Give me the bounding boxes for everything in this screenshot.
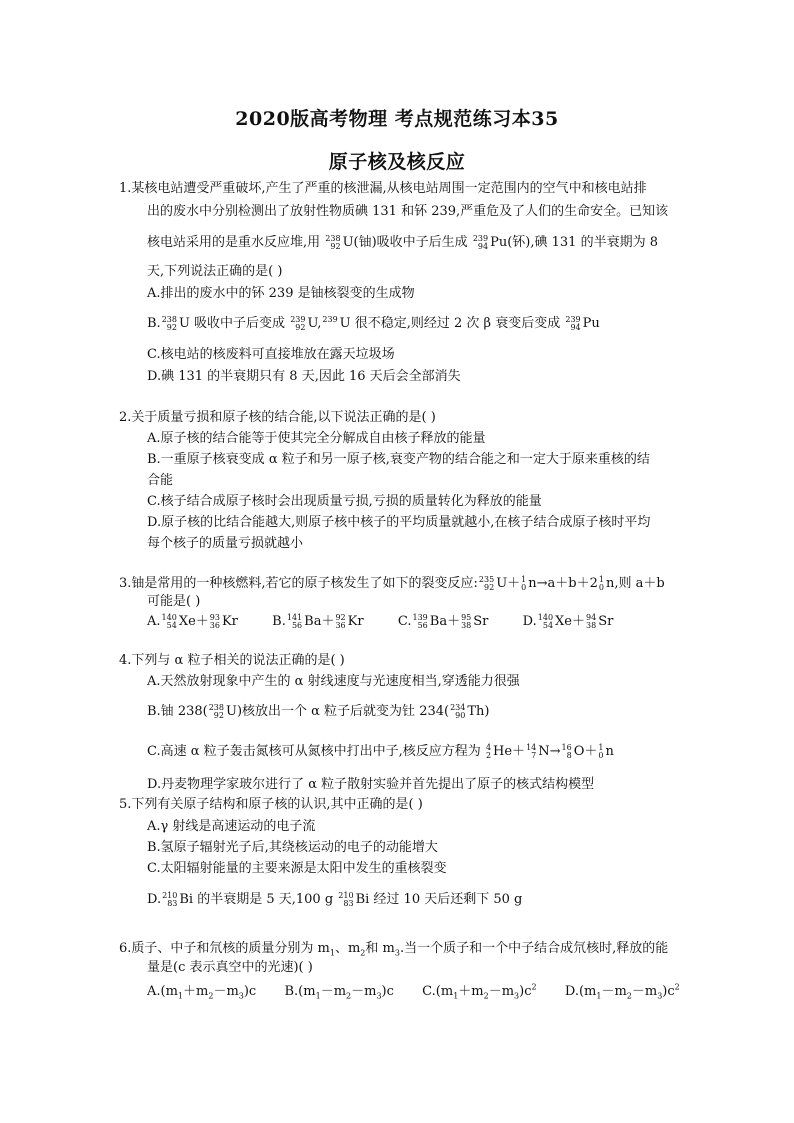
q1-option-b: B. 238 92 U 吸收中子后变成 239 92 U, 239 U 很不稳定,则经过 2 次 β 衰变后变成 239 94 Pu (147, 314, 600, 332)
q2-option-b-line-1: B.一重原子核衰变成 α 粒子和另一原子核,衰变产物的结合能之和一定大于原来重核的结 (147, 452, 650, 467)
q3-options (147, 613, 613, 631)
q5-stem: 5.下列有关原子结构和原子核的认识,其中正确的是( ) (119, 797, 423, 812)
q3-stem-line-1: 3.铀是常用的一种核燃料,若它的原子核发生了如下的裂变反应: 235 92 U＋ 1 0 n→a＋b＋2 1 0 n,则 a＋b (119, 574, 665, 592)
q6-option-c: $C.(m_1+m_2-m_3)c^2$ (422, 983, 537, 1001)
isotope-pu239: 239 94 (472, 233, 489, 251)
q3-option-d: D. 140 54 Xe＋ 94 38 Sr (522, 612, 614, 630)
q1-stem-line-2: 出的废水中分别检测出了放射性物质碘 131 和钚 239,严重危及了人们的生命安全。已知该 (147, 204, 669, 219)
q6-option-a: $A.(m_1+m_2-m_3)c$ (147, 984, 257, 1001)
q2-option-d-line-2: 每个核子的质量亏损就越小 (147, 536, 304, 551)
q6-stem-line-2: 量是(c 表示真空中的光速)( ) (147, 960, 313, 975)
q3-stem-line-2: 可能是( ) (147, 594, 201, 609)
q5-option-d: D. 210 83 Bi 的半衰期是 5 天,100 g 210 83 Bi 经过 10 天后还剩下 50 g (147, 890, 523, 908)
isotope-neutron: 1 0 (598, 574, 604, 592)
isotope-u239: 239 92 (290, 314, 306, 332)
q2-option-b-line-2: 合能 (147, 473, 174, 488)
q2-option-d-line-1: D.原子核的比结合能越大,则原子核中核子的平均质量就越小,在核子结合成原子核时平均 (147, 515, 651, 530)
q6-stem-line-1: 6.质子、中子和氘核的质量分别为 $m_1$、$m_2$和 $m_3$.当一个质子和一个中子结合成氘核时,释放的能 (119, 941, 669, 958)
q4-option-c: C.高速 α 粒子轰击氮核可从氮核中打出中子,核反应方程为 4 2 He＋ 14 7 N→ 16 8 O＋ 1 0 n (147, 742, 614, 760)
q6-options (147, 979, 680, 1006)
q2-option-a: A.原子核的结合能等于使其完全分解成自由核子释放的能量 (147, 431, 486, 446)
q6-option-b: $B.(m_1-m_2-m_3)c$ (284, 984, 394, 1001)
q5-option-c: C.太阳辐射能量的主要来源是太阳中发生的重核裂变 (147, 861, 447, 876)
q4-option-d: D.丹麦物理学家玻尔进行了 α 粒子散射实验并首先提出了原子的核式结构模型 (147, 777, 595, 792)
q1-option-d: D.碘 131 的半衰期只有 8 天,因此 16 天后会全部消失 (147, 369, 461, 384)
q1-option-a: A.排出的废水中的钚 239 是铀核裂变的生成物 (147, 286, 415, 301)
q1-stem-line-1: 1.某核电站遭受严重破坏,产生了严重的核泄漏,从核电站周围一定范围内的空气中和核电站排 (119, 181, 647, 196)
isotope-u239: 239 (322, 314, 338, 324)
q6-option-d: $D.(m_1-m_2-m_3)c^2$ (564, 983, 680, 1001)
isotope-u238: 238 92 (161, 314, 177, 332)
q1-stem-line-4: 天,下列说法正确的是( ) (147, 264, 283, 279)
q4-option-b: B.铀 238( 238 92 U)核放出一个 α 粒子后就变为钍 234( 234 90 Th) (147, 702, 490, 720)
isotope-u235: 235 92 (478, 574, 495, 592)
q2-stem: 2.关于质量亏损和原子核的结合能,以下说法正确的是( ) (119, 410, 436, 425)
q5-option-a: A.γ 射线是高速运动的电子流 (147, 819, 316, 834)
q3-option-b: B. 141 56 Ba＋ 92 36 Kr (272, 612, 364, 630)
q5-option-b: B.氢原子辐射光子后,其绕核运动的电子的动能增大 (147, 840, 438, 855)
q1-option-c: C.核电站的核废料可直接堆放在露天垃圾场 (147, 347, 395, 362)
document-title: 2020版高考物理 考点规范练习本35 (235, 108, 559, 130)
q4-option-a: A.天然放射现象中产生的 α 射线速度与光速度相当,穿透能力很强 (147, 674, 520, 689)
isotope-u238: 238 92 (325, 233, 341, 251)
q3-option-c: C. 139 56 Ba＋ 95 38 Sr (397, 612, 489, 630)
document-subtitle: 原子核及核反应 (328, 151, 466, 173)
q4-stem: 4.下列与 α 粒子相关的说法正确的是( ) (119, 653, 345, 668)
isotope-pu239: 239 94 (565, 314, 581, 332)
q1-stem-line-3: 核电站采用的是重水反应堆,用 238 92 U(铀)吸收中子后生成 239 94 Pu(钚),碘 131 的半衰期为 8 (147, 233, 658, 251)
q3-option-a: A. 140 54 Xe＋ 93 36 Kr (147, 612, 238, 630)
q2-option-c: C.核子结合成原子核时会出现质量亏损,亏损的质量转化为释放的能量 (147, 494, 542, 509)
isotope-neutron: 1 0 (521, 574, 527, 592)
